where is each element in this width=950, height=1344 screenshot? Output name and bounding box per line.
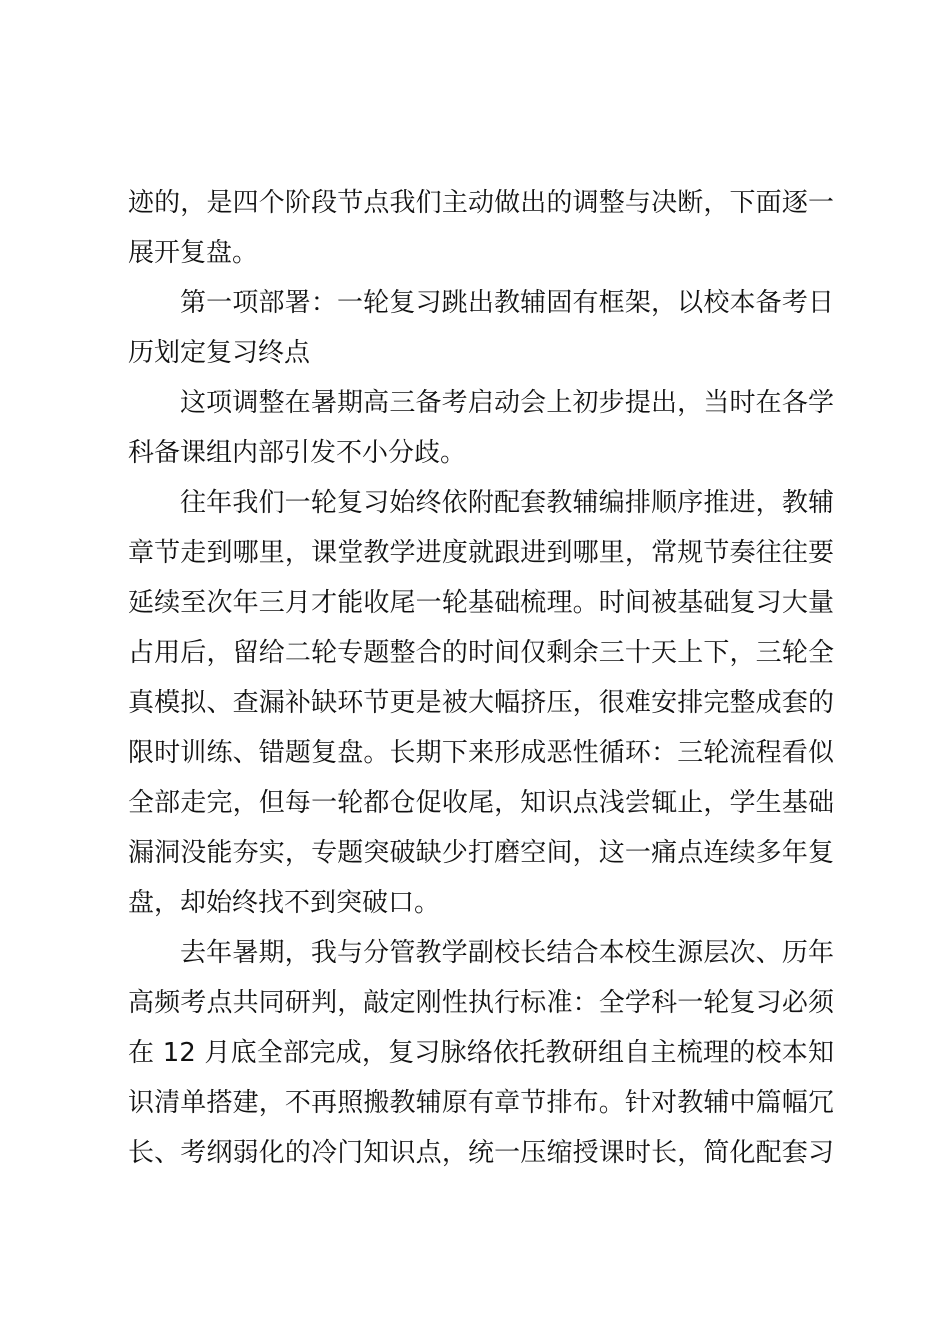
text-line: 这项调整在暑期高三备考启动会上初步提出，当时在各学: [180, 388, 834, 418]
text-line: 真模拟、查漏补缺环节更是被大幅挤压，很难安排完整成套的: [128, 688, 834, 718]
text-line: 迹的，是四个阶段节点我们主动做出的调整与决断，下面逐一: [128, 188, 834, 218]
section-heading-line: 历划定复习终点: [128, 338, 311, 368]
text-line: 在 12 月底全部完成，复习脉络依托教研组自主梳理的校本知: [128, 1038, 834, 1068]
section-heading-line: 第一项部署：一轮复习跳出教辅固有框架，以校本备考日: [180, 288, 834, 318]
text-line: 去年暑期，我与分管教学副校长结合本校生源层次、历年: [180, 938, 834, 968]
text-line: 延续至次年三月才能收尾一轮基础梳理。时间被基础复习大量: [128, 588, 834, 618]
text-line: 展开复盘。: [128, 238, 259, 268]
text-line: 全部走完，但每一轮都仓促收尾，知识点浅尝辄止，学生基础: [128, 788, 834, 818]
text-line: 章节走到哪里，课堂教学进度就跟进到哪里，常规节奏往往要: [128, 538, 834, 568]
text-line: 占用后，留给二轮专题整合的时间仅剩余三十天上下，三轮全: [128, 638, 834, 668]
text-line: 识清单搭建，不再照搬教辅原有章节排布。针对教辅中篇幅冗: [128, 1088, 834, 1118]
text-line: 长、考纲弱化的冷门知识点，统一压缩授课时长，简化配套习: [128, 1138, 834, 1168]
text-line: 限时训练、错题复盘。长期下来形成恶性循环：三轮流程看似: [128, 738, 834, 768]
text-line: 盘，却始终找不到突破口。: [128, 888, 441, 918]
text-line: 漏洞没能夯实，专题突破缺少打磨空间，这一痛点连续多年复: [128, 838, 834, 868]
text-line: 往年我们一轮复习始终依附配套教辅编排顺序推进，教辅: [180, 488, 834, 518]
text-line: 高频考点共同研判，敲定刚性执行标准：全学科一轮复习必须: [128, 988, 834, 1018]
text-line: 科备课组内部引发不小分歧。: [128, 438, 467, 468]
